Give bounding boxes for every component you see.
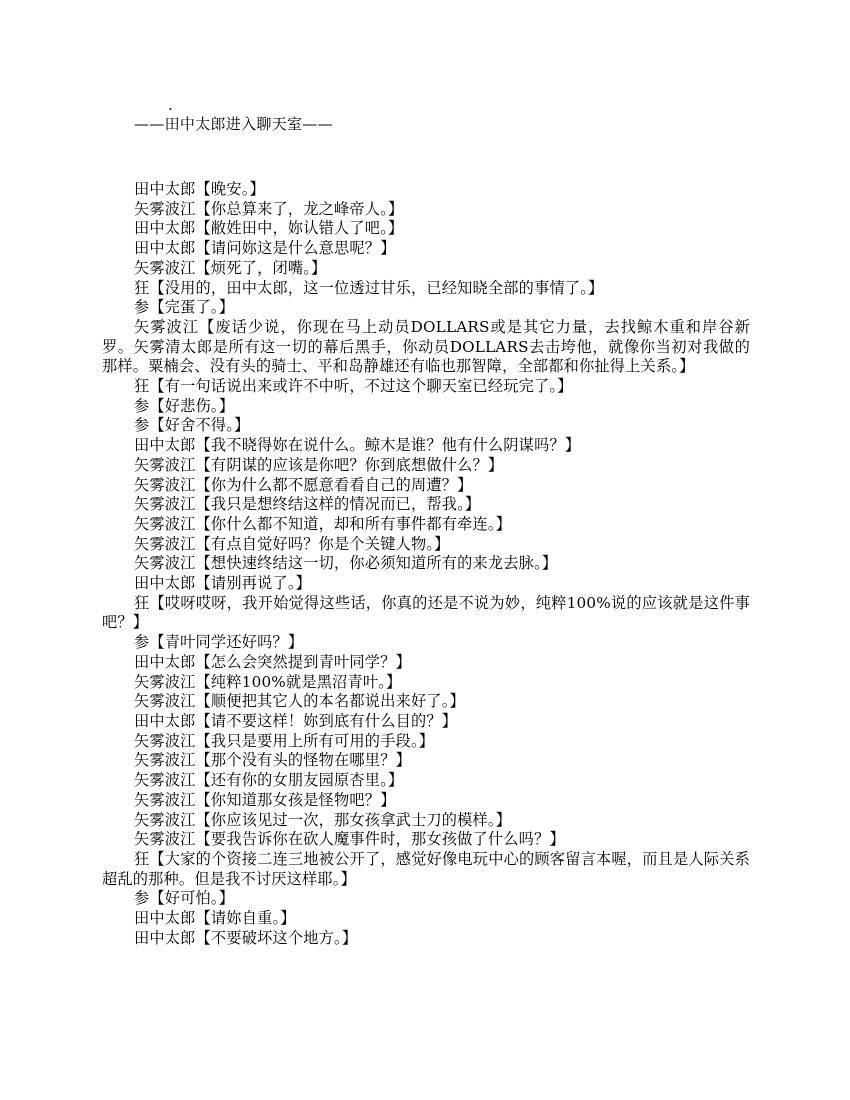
chat-line: 田中太郎【请问妳这是什么意思呢？】 [134, 239, 396, 258]
chat-line: 田中太郎【敝姓田中，妳认错人了吧。】 [134, 219, 404, 238]
chat-log [102, 180, 750, 948]
chat-line: 矢雾波江【纯粹100%就是黑沼青叶。】 [134, 672, 402, 691]
chat-line: 田中太郎【晚安。】 [134, 180, 265, 198]
chat-line: 参【青叶同学还好吗？】 [134, 633, 304, 652]
document-page [102, 96, 750, 948]
chat-line: 矢雾波江【要我告诉你在砍人魔事件时，那女孩做了什么吗？】 [134, 830, 565, 849]
chat-line: 矢雾波江【还有你的女朋友园原杏里。】 [134, 771, 404, 790]
chat-line: 矢雾波江【有阴谋的应该是你吧？你到底想做什么？】 [134, 455, 504, 474]
chat-line: 狂【没用的，田中太郎，这一位透过甘乐，已经知晓全部的事情了。】 [134, 278, 604, 297]
chat-line: 矢雾波江【你什么都不知道，却和所有事件都有牵连。】 [134, 514, 512, 533]
chat-line: 参【好可怕。】 [134, 889, 235, 908]
chat-line: 矢雾波江【顺便把其它人的本名都说出来好了。】 [134, 692, 465, 711]
chat-line: 矢雾波江【你应该见过一次，那女孩拿武士刀的模样。】 [134, 810, 512, 829]
chat-line: 狂【大家的个资接二连三地被公开了，感觉好像电玩中心的顾客留言本喔，而且是人际关系超乱的那种。但是我不讨厌这样耶。】 [102, 849, 750, 888]
chat-line: 田中太郎【请妳自重。】 [134, 909, 296, 928]
system-message: ——田中太郎进入聊天室—— [134, 115, 333, 133]
chat-line: 矢雾波江【有点自觉好吗？你是个关键人物。】 [134, 534, 450, 553]
chat-line: 田中太郎【我不晓得妳在说什么。鲸木是谁？他有什么阴谋吗？】 [134, 436, 581, 455]
spacer [102, 134, 750, 180]
chat-line: 田中太郎【不要破坏这个地方。】 [134, 928, 358, 947]
chat-line: 狂【哎呀哎呀，我开始觉得这些话，你真的还是不说为妙，纯粹100%说的应该就是这件事吧？】 [102, 593, 750, 632]
chat-line: 矢雾波江【我只是要用上所有可用的手段。】 [134, 731, 435, 750]
page-dot: . [168, 96, 173, 114]
chat-line: 矢雾波江【想快速终结这一切，你必须知道所有的来龙去脉。】 [134, 554, 558, 573]
chat-line: 狂【有一句话说出来或许不中听，不过这个聊天室已经玩完了。】 [134, 377, 573, 396]
chat-line: 矢雾波江【那个没有头的怪物在哪里？】 [134, 751, 411, 770]
chat-line: 矢雾波江【你总算来了，龙之峰帝人。】 [134, 199, 404, 218]
chat-line: 矢雾波江【废话少说，你现在马上动员DOLLARS或是其它力量，去找鲸木重和岸谷新罗。矢雾清太郎是所有这一切的幕后黑手，你动员DOLLARS去击垮他，就像你当初对我做的那样。粟楠会、没有头的骑士、平和岛静雄还有临也那智障，全部都和你扯得上关系。】 [102, 317, 750, 376]
chat-line: 矢雾波江【烦死了，闭嘴。】 [134, 258, 327, 277]
chat-line: 参【好悲伤。】 [134, 396, 235, 415]
chat-line: 田中太郎【请不要这样！妳到底有什么目的？】 [134, 711, 458, 730]
chat-line: 田中太郎【请别再说了。】 [134, 574, 312, 593]
chat-line: 参【完蛋了。】 [134, 298, 235, 317]
chat-line: 矢雾波江【我只是想终结这样的情况而已，帮我。】 [134, 495, 481, 514]
chat-line: 参【好舍不得。】 [134, 416, 250, 435]
chat-line: 矢雾波江【你知道那女孩是怪物吧？】 [134, 790, 396, 809]
chat-line: 矢雾波江【你为什么都不愿意看看自己的周遭？】 [134, 475, 473, 494]
chat-line: 田中太郎【怎么会突然提到青叶同学？】 [134, 652, 411, 671]
